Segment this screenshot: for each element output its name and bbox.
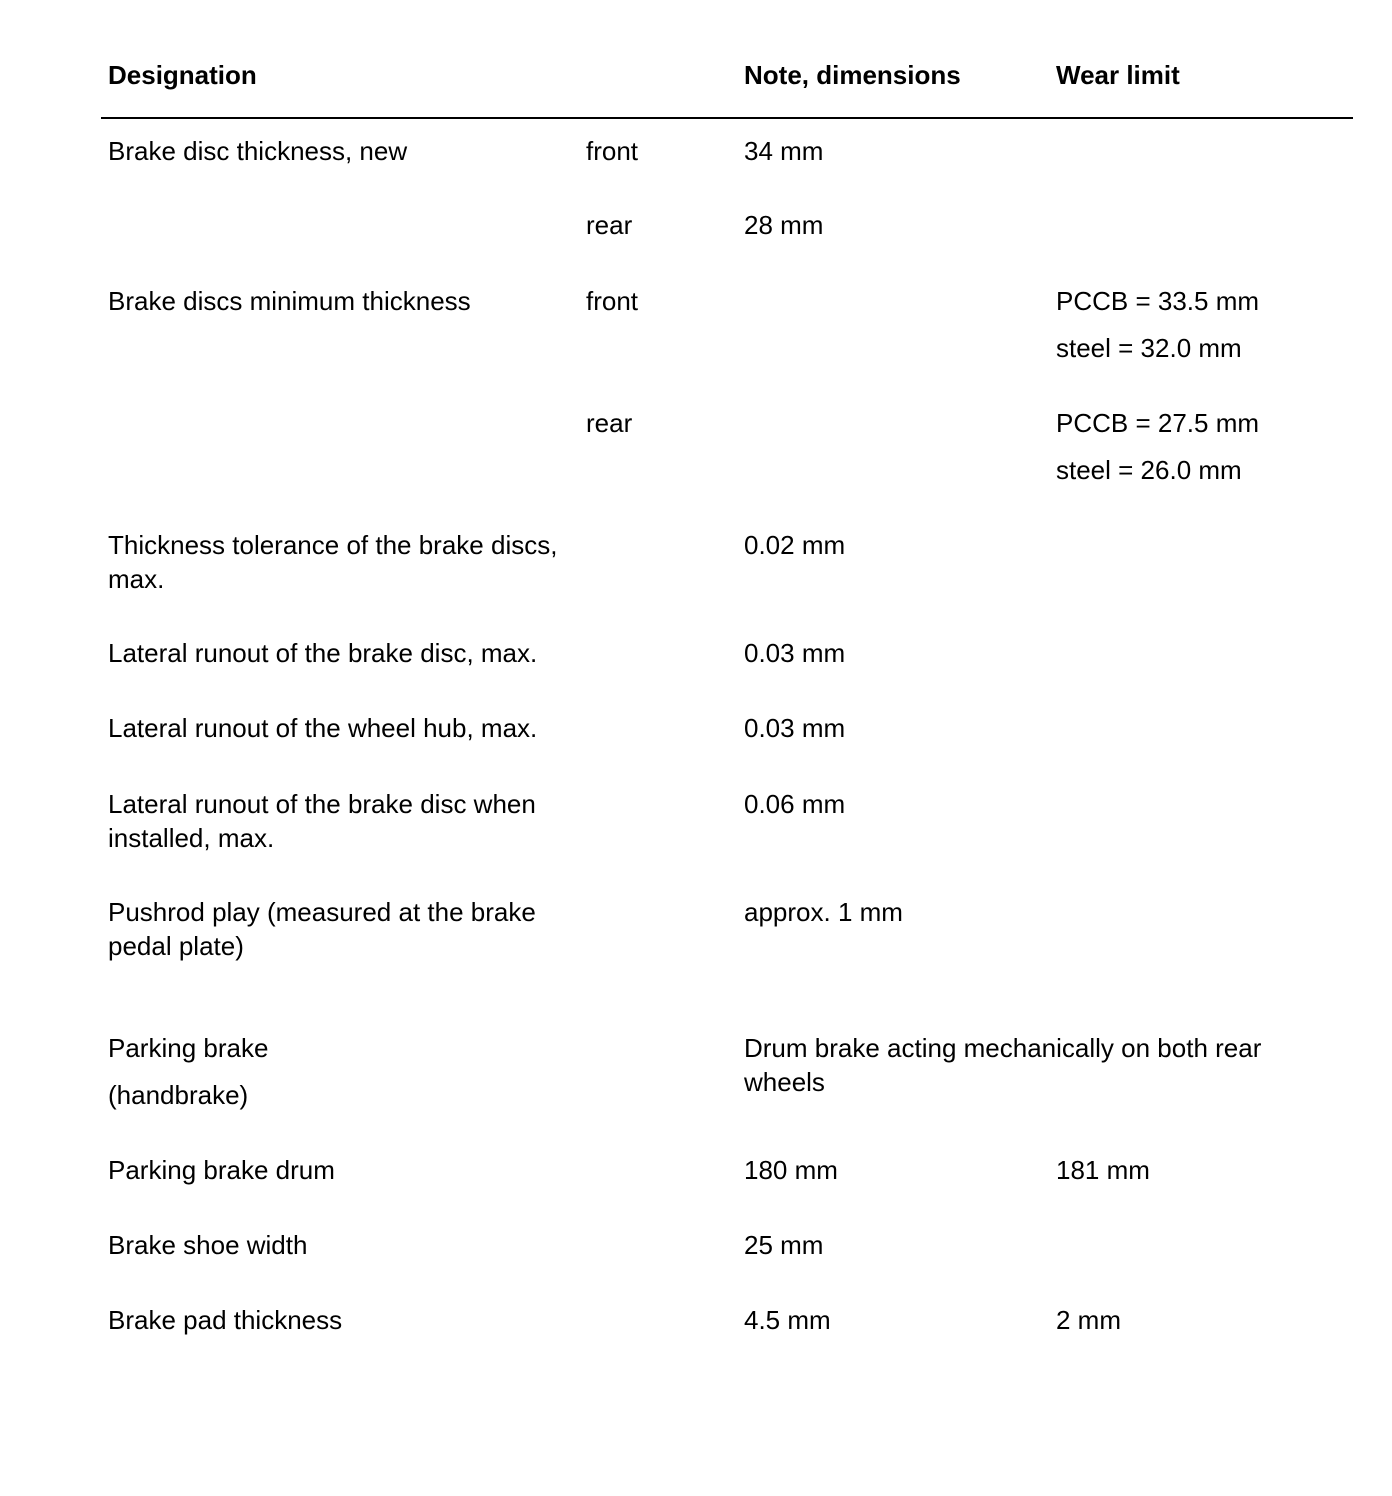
disc-min-rear-pccb: PCCB = 27.5 mm	[1056, 408, 1260, 438]
disc-min-front-steel: steel = 32.0 mm	[1056, 333, 1242, 363]
runout-hub-note: 0.03 mm	[744, 713, 846, 743]
pad-note: 4.5 mm	[744, 1305, 831, 1335]
pushrod-label: Pushrod play (measured at the brake pedal plate)	[108, 897, 536, 961]
disc-min-front-pccb: PCCB = 33.5 mm	[1056, 286, 1260, 316]
disc-new-rear: rear	[586, 210, 633, 240]
tolerance-note: 0.02 mm	[744, 530, 846, 560]
runout-installed-label: Lateral runout of the brake disc when installed, max.	[108, 789, 536, 853]
disc-new-rear-note: 28 mm	[744, 210, 824, 240]
runout-disc-label: Lateral runout of the brake disc, max.	[108, 638, 538, 668]
runout-disc-note: 0.03 mm	[744, 638, 846, 668]
disc-min-label: Brake discs minimum thickness	[108, 286, 471, 316]
tolerance-label: Thickness tolerance of the brake discs, max.	[108, 530, 558, 594]
drum-wear: 181 mm	[1056, 1155, 1150, 1185]
pushrod-note: approx. 1 mm	[744, 897, 903, 927]
disc-new-front-note: 34 mm	[744, 136, 824, 166]
shoe-note: 25 mm	[744, 1230, 824, 1260]
pad-label: Brake pad thickness	[108, 1305, 343, 1335]
runout-hub-label: Lateral runout of the wheel hub, max.	[108, 713, 538, 743]
pad-wear: 2 mm	[1056, 1305, 1121, 1335]
disc-min-front: front	[586, 286, 639, 316]
shoe-label: Brake shoe width	[108, 1230, 308, 1260]
drum-label: Parking brake drum	[108, 1155, 335, 1185]
runout-installed-note: 0.06 mm	[744, 789, 846, 819]
header-note-dimensions: Note, dimensions	[744, 60, 961, 90]
header-designation: Designation	[108, 60, 257, 90]
disc-new-label: Brake disc thickness, new	[108, 136, 408, 166]
disc-min-rear: rear	[586, 408, 633, 438]
drum-note: 180 mm	[744, 1155, 838, 1185]
disc-new-front: front	[586, 136, 639, 166]
parking-label: Parking brake	[108, 1033, 269, 1063]
parking-note: Drum brake acting mechanically on both rear wheels	[744, 1033, 1262, 1097]
header-wear-limit: Wear limit	[1056, 60, 1180, 90]
header-divider	[101, 117, 1353, 119]
parking-sublabel: (handbrake)	[108, 1080, 249, 1110]
disc-min-rear-steel: steel = 26.0 mm	[1056, 455, 1242, 485]
